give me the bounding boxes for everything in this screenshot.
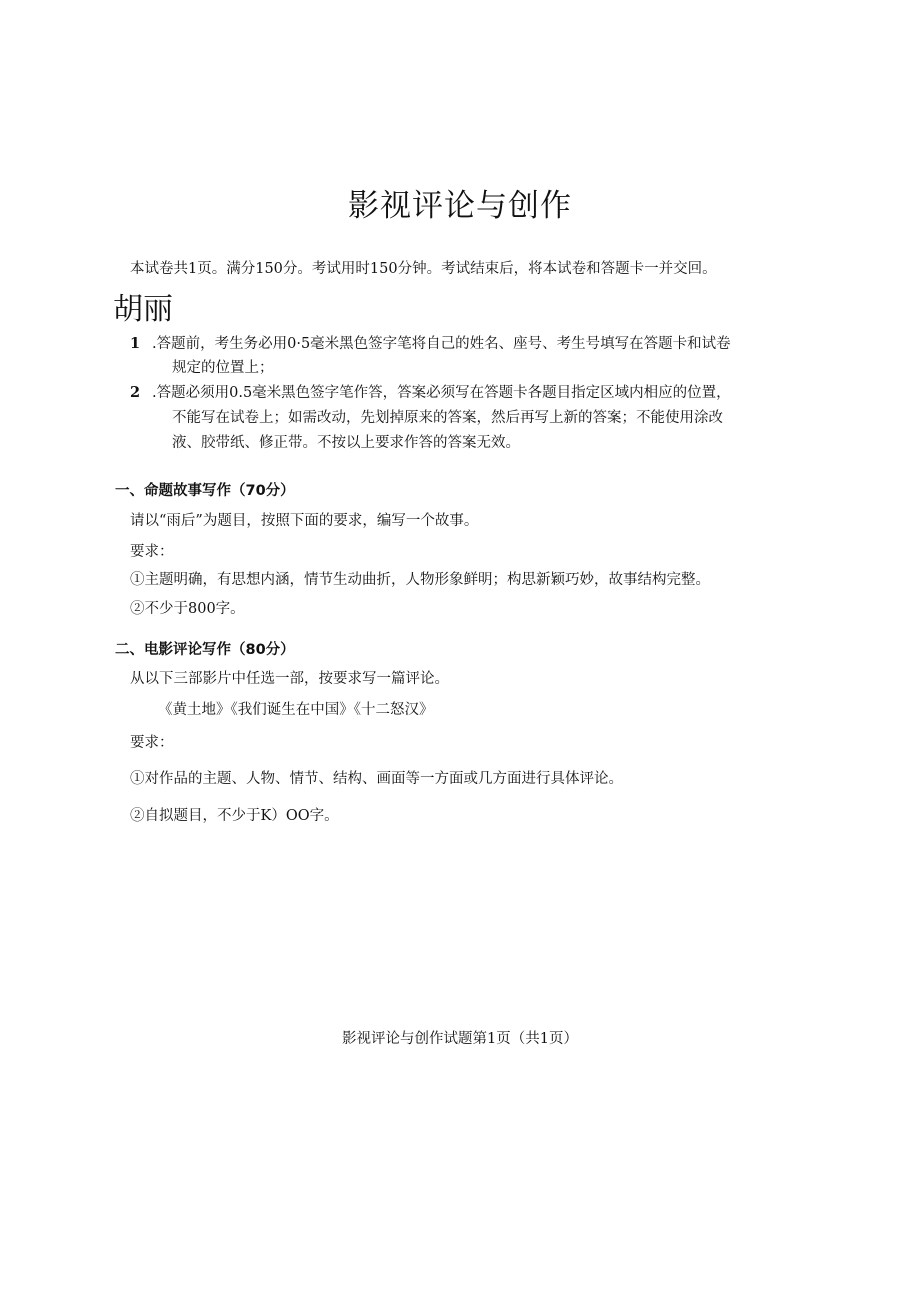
section-2-prompt: 从以下三部影片中任选一部，按要求写一篇评论。 bbox=[130, 671, 449, 687]
exam-intro: 本试卷共1页。满分150分。考试用时150分钟。考试结束后，将本试卷和答题卡一并交回。 bbox=[130, 261, 717, 277]
candidate-name: 胡丽 bbox=[113, 292, 173, 327]
section-1-prompt: 请以“雨后”为题目，按照下面的要求，编写一个故事。 bbox=[130, 513, 479, 529]
section-1-req-label: 要求： bbox=[130, 544, 174, 560]
section-1-req-2: ②不少于800字。 bbox=[130, 601, 245, 617]
instruction-2-cont: 液、胶带纸、修正带。不按以上要求作答的答案无效。 bbox=[172, 435, 520, 451]
instruction-number: 1 bbox=[130, 335, 141, 352]
section-1-heading: 一、命题故事写作（70分） bbox=[115, 483, 295, 499]
section-2-films: 《黄土地》《我们诞生在中国》《十二怒汉》 bbox=[158, 702, 434, 718]
instruction-number: 2 bbox=[130, 384, 141, 401]
page-title: 影视评论与创作 bbox=[348, 188, 572, 224]
section-2-heading: 二、电影评论写作（80分） bbox=[115, 642, 295, 658]
instruction-text: .答题必须用0.5毫米黑色签字笔作答，答案必须写在答题卡各题目指定区域内相应的位置， bbox=[152, 385, 731, 401]
instruction-2 bbox=[130, 381, 731, 402]
section-2-req-1: ①对作品的主题、人物、情节、结构、画面等一方面或几方面进行具体评论。 bbox=[130, 771, 623, 787]
section-2-req-2: ②自拟题目，不少于K）OO字。 bbox=[130, 808, 339, 824]
page-footer: 影视评论与创作试题第1页（共1页） bbox=[342, 1031, 578, 1047]
instruction-text: .答题前，考生务必用0·5毫米黑色签字笔将自己的姓名、座号、考生号填写在答题卡和试卷 bbox=[152, 336, 731, 352]
instruction-1 bbox=[130, 332, 731, 353]
instruction-1-cont: 规定的位置上； bbox=[172, 360, 274, 376]
section-2-req-label: 要求： bbox=[130, 735, 174, 751]
instruction-2-cont: 不能写在试卷上；如需改动，先划掉原来的答案，然后再写上新的答案；不能使用涂改 bbox=[172, 410, 723, 426]
section-1-req-1: ①主题明确，有思想内涵，情节生动曲折，人物形象鲜明；构思新颖巧妙，故事结构完整。 bbox=[130, 572, 710, 588]
